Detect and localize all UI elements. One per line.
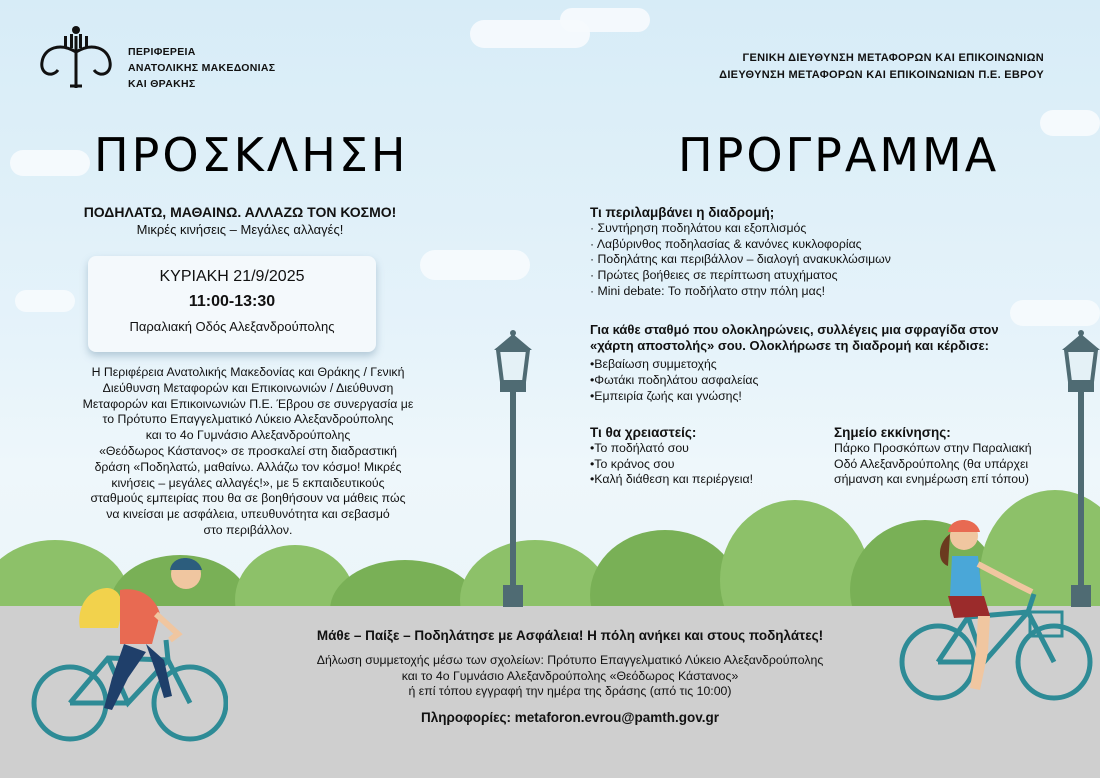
- event-date: ΚΥΡΙΑΚΗ 21/9/2025: [159, 268, 305, 285]
- cloud: [10, 150, 90, 176]
- motto: Μάθε – Παίξε – Ποδηλάτησε με Ασφάλεια! Η πόλη ανήκει και στους ποδηλάτες!: [316, 628, 824, 643]
- need-item: •Το κράνος σου: [590, 456, 675, 471]
- reward-item: •Εμπειρία ζωής και γνώσης!: [590, 388, 742, 403]
- registration-line: ή επί τόπου εγγραφή την ημέρα της δράσης (από τις 10:00): [408, 684, 732, 698]
- reward-item: •Βεβαίωση συμμετοχής: [590, 357, 717, 371]
- event-place: Παραλιακή Οδός Αλεξανδρούπολης: [129, 319, 335, 334]
- street-lamp-icon: [488, 330, 538, 610]
- need-item: •Καλή διάθεση και περιέργεια!: [590, 472, 754, 487]
- start-line: Πάρκο Προσκόπων στην Παραλιακή: [834, 440, 1032, 455]
- stamp-line: Για κάθε σταθμό που ολοκληρώνεις, συλλέγεις μια σφραγίδα στον: [590, 322, 999, 337]
- program-title: ΠΡΟΓΡΑΜΜΑ: [678, 128, 1000, 182]
- start-heading: Σημείο εκκίνησης:: [834, 425, 951, 440]
- needs-section: [590, 425, 820, 488]
- department-heading: [719, 50, 1044, 84]
- region-name-line: ΑΝΑΤΟΛΙΚΗΣ ΜΑΚΕΔΟΝΙΑΣ: [128, 62, 276, 74]
- invitation-title: ΠΡΟΣΚΛΗΣΗ: [94, 128, 409, 182]
- registration-line: και το 4ο Γυμνάσιο Αλεξανδρούπολης «Θεόδωρος Κάστανος»: [401, 668, 739, 683]
- route-item: · Πρώτες βοήθειες σε περίπτωση ατυχήματος: [590, 268, 838, 283]
- event-date-box: [88, 256, 376, 352]
- stamp-line: «χάρτη αποστολής» σου. Ολοκλήρωσε τη διαδρομή και κέρδισε:: [590, 337, 990, 353]
- start-line: σήμανση και ενημέρωση επί τόπου): [834, 472, 1029, 487]
- body-line: σταθμούς εμπειρίας που θα σε βοηθήσουν να μάθεις πώς: [90, 491, 406, 506]
- body-line: Διεύθυνση Μεταφορών και Επικοινωνιών / Διεύθυνση: [102, 380, 394, 395]
- slogan-main: ΠΟΔΗΛΑΤΩ, ΜΑΘΑΙΝΩ. ΑΛΛΑΖΩ ΤΟΝ ΚΟΣΜΟ!: [83, 204, 397, 220]
- route-item: · Ποδηλάτης και περιβάλλον – διαλογή ανακυκλώσιμων: [590, 252, 891, 267]
- region-name: [128, 44, 275, 92]
- route-section: [590, 205, 1010, 300]
- body-line: δράση «Ποδηλατώ, μαθαίνω. Αλλάζω τον κόσμο! Μικρές: [94, 459, 402, 474]
- department-line: ΔΙΕΥΘΥΝΣΗ ΜΕΤΑΦΟΡΩΝ ΚΑΙ ΕΠΙΚΟΙΝΩΝΙΩΝ Π.Ε. ΕΒΡΟΥ: [719, 69, 1044, 81]
- route-item: · Συντήρηση ποδηλάτου και εξοπλισμός: [590, 220, 807, 235]
- registration-line: Δήλωση συμμετοχής μέσω των σχολείων: Πρότυπο Επαγγελματικό Λύκειο Αλεξανδρούπολης: [316, 653, 824, 667]
- reward-item: •Φωτάκι ποδηλάτου ασφαλείας: [590, 372, 759, 387]
- body-line: Μεταφορών και Επικοινωνιών Π.Ε. Έβρου σε συνεργασία με: [82, 396, 414, 411]
- registration-info: [200, 653, 940, 700]
- route-item: · Mini debate: Το ποδήλατο στην πόλη μας!: [590, 283, 826, 298]
- needs-heading: Τι θα χρειαστείς:: [590, 425, 697, 440]
- need-item: •Το ποδήλατό σου: [590, 440, 689, 455]
- event-time: 11:00-13:30: [188, 293, 276, 310]
- boy-cyclist-icon: [28, 548, 228, 748]
- department-line: ΓΕΝΙΚΗ ΔΙΕΥΘΥΝΣΗ ΜΕΤΑΦΟΡΩΝ ΚΑΙ ΕΠΙΚΟΙΝΩΝΙΩΝ: [742, 52, 1044, 64]
- route-item: · Λαβύρινθος ποδηλασίας & κανόνες κυκλοφορίας: [590, 236, 862, 251]
- body-line: το Πρότυπο Επαγγελματικό Λύκειο Αλεξανδρούπολης: [102, 412, 394, 427]
- body-line: «Θεόδωρος Κάστανος» σε προσκαλεί στη διαδραστική: [99, 443, 397, 458]
- body-line: να κινείσαι με ασφάλεια, υπευθυνότητα και σεβασμό: [106, 507, 390, 522]
- body-line: στο περιβάλλον.: [203, 522, 293, 537]
- start-section: [834, 425, 1084, 488]
- invitation-body: [38, 365, 458, 539]
- region-name-line: ΚΑΙ ΘΡΑΚΗΣ: [128, 78, 196, 90]
- region-logo-icon: [30, 22, 122, 94]
- contact-info: Πληροφορίες: metaforon.evrou@pamth.gov.gr: [421, 710, 719, 725]
- rewards-list: [590, 357, 890, 404]
- start-line: Οδό Αλεξανδρούπολης (θα υπάρχει: [834, 456, 1029, 471]
- region-name-line: ΠΕΡΙΦΕΡΕΙΑ: [128, 46, 196, 58]
- girl-cyclist-icon: [898, 512, 1094, 712]
- body-line: κινήσεις – μεγάλες αλλαγές!», με 5 εκπαιδευτικούς: [111, 475, 385, 490]
- cloud: [420, 250, 530, 280]
- route-heading: Τι περιλαμβάνει η διαδρομή;: [590, 205, 775, 220]
- slogan-sub: Μικρές κινήσεις – Μεγάλες αλλαγές!: [136, 222, 344, 237]
- cloud: [15, 290, 75, 312]
- cloud: [560, 8, 650, 32]
- stamp-section: [590, 322, 1070, 354]
- body-line: και το 4ο Γυμνάσιο Αλεξανδρούπολης: [145, 428, 351, 443]
- body-line: Η Περιφέρεια Ανατολικής Μακεδονίας και Θράκης / Γενική: [91, 365, 405, 379]
- cloud: [1040, 110, 1100, 136]
